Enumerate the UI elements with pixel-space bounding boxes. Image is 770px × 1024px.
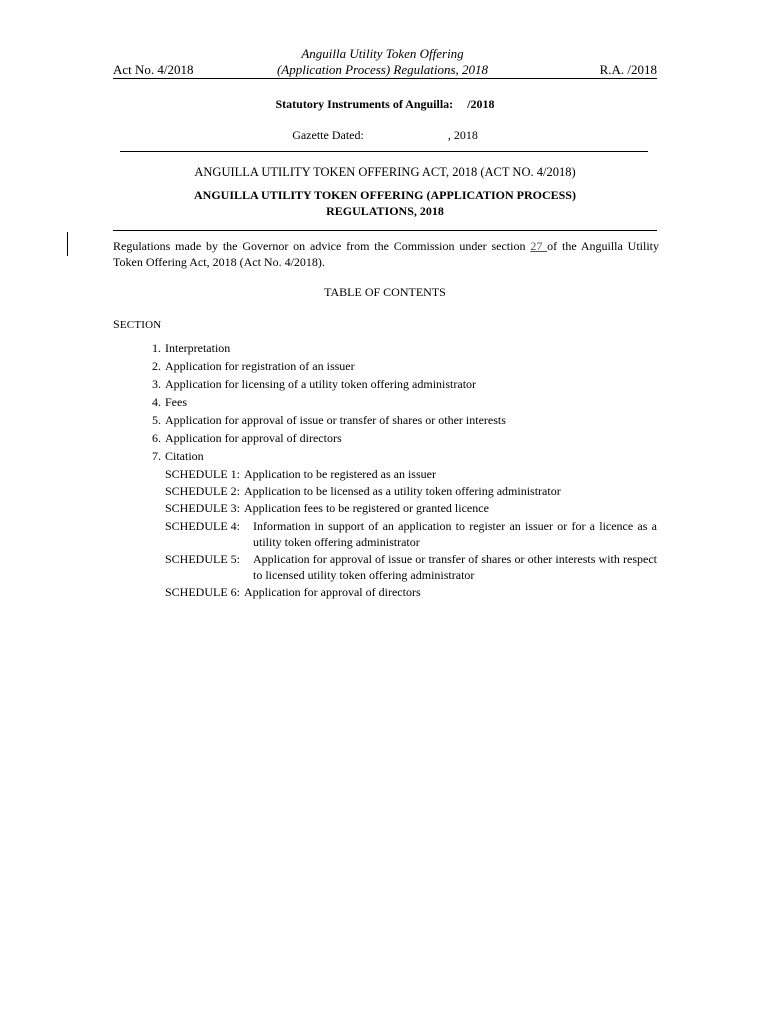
toc-item[interactable]: [113, 394, 659, 412]
schedule-text: Information in support of an application to register an issuer or for a licence as a utility token offering administrator: [253, 518, 657, 549]
toc-item[interactable]: [113, 448, 659, 466]
schedule-item[interactable]: [165, 584, 657, 600]
intro-text-continued: of the Anguilla Utility Token Offering Act, 2018 (Act No. 4/2018).: [113, 239, 660, 270]
schedule-item[interactable]: [165, 518, 657, 550]
schedule-item[interactable]: [165, 466, 657, 482]
schedule-label: SCHEDULE 6:: [165, 585, 240, 600]
toc-text: Application for approval of issue or transfer of shares or other interests: [165, 413, 506, 427]
header-rule: [113, 78, 657, 79]
toc-text: Application for registration of an issuer: [165, 359, 355, 373]
toc-number: 2.: [152, 359, 161, 373]
schedule-text: Application for approval of issue or transfer of shares or other interests with respect to licensed utility token offering administrator: [253, 551, 657, 583]
toc-number: 1.: [152, 341, 161, 355]
section-column-label: SECTION: [113, 317, 162, 331]
gazette-label: Gazette Dated:: [292, 128, 364, 142]
toc-text: Fees: [165, 395, 187, 409]
toc-heading: TABLE OF CONTENTS: [324, 285, 446, 299]
toc-number: 4.: [152, 395, 161, 409]
header-act-number: Act No. 4/2018: [113, 62, 194, 77]
toc-number: 6.: [152, 431, 161, 445]
divider-rule: [120, 151, 648, 152]
statutory-number: /2018: [467, 97, 495, 111]
header-title-line2: (Application Process) Regulations, 2018: [276, 62, 489, 78]
section-reference-link[interactable]: 27: [530, 239, 548, 253]
toc-number: 5.: [152, 413, 161, 427]
toc-text: Interpretation: [165, 341, 231, 355]
schedule-text: Application fees to be registered or granted licence: [244, 501, 489, 516]
schedule-item[interactable]: [165, 483, 657, 499]
toc-text: Citation: [165, 449, 204, 463]
gazette-year: , 2018: [447, 128, 478, 142]
schedule-label: SCHEDULE 3:: [165, 501, 240, 516]
toc-item[interactable]: [113, 430, 659, 448]
toc-item[interactable]: [113, 358, 659, 376]
intro-text: Regulations made by the Governor on advice from the Commission under section: [113, 239, 531, 253]
schedule-text: Application to be registered as an issuer: [244, 467, 436, 481]
text-cursor-bar: [67, 232, 68, 256]
toc-item[interactable]: [113, 340, 659, 358]
schedule-text: Application to be licensed as a utility token offering administrator: [244, 484, 561, 499]
toc-item[interactable]: [113, 376, 659, 394]
regulations-title-line2: REGULATIONS, 2018: [326, 203, 444, 218]
header-title-line1: Anguilla Utility Token Offering: [301, 46, 464, 61]
schedule-text: Application for approval of directors: [244, 585, 421, 600]
toc-number: 7.: [152, 449, 161, 463]
header-ra-number: R.A. /2018: [599, 62, 657, 77]
regulations-title-line1: ANGUILLA UTILITY TOKEN OFFERING (APPLICATION PROCESS): [194, 188, 576, 202]
schedule-list: [165, 466, 657, 602]
act-title: ANGUILLA UTILITY TOKEN OFFERING ACT, 2018 (ACT NO. 4/2018): [194, 165, 576, 179]
divider-rule: [113, 230, 657, 231]
enacting-formula: [113, 238, 659, 270]
statutory-instrument-line: [113, 96, 657, 112]
schedule-label: SCHEDULE 5:: [165, 551, 240, 566]
toc-text: Application for licensing of a utility token offering administrator: [165, 377, 477, 391]
schedule-label: SCHEDULE 4:: [165, 518, 240, 533]
toc-item[interactable]: [113, 412, 659, 430]
header-running-title: [240, 46, 525, 79]
gazette-line: [113, 127, 657, 143]
statutory-label: Statutory Instruments of Anguilla:: [275, 97, 454, 111]
schedule-item[interactable]: [165, 551, 657, 583]
toc-number: 3.: [152, 377, 161, 391]
regulations-title: [113, 188, 657, 219]
schedule-label: SCHEDULE 1:: [165, 467, 240, 481]
toc-text: Application for approval of directors: [165, 431, 342, 445]
toc-list: [113, 340, 659, 466]
schedule-item[interactable]: [165, 500, 657, 516]
schedule-label: SCHEDULE 2:: [165, 484, 240, 499]
